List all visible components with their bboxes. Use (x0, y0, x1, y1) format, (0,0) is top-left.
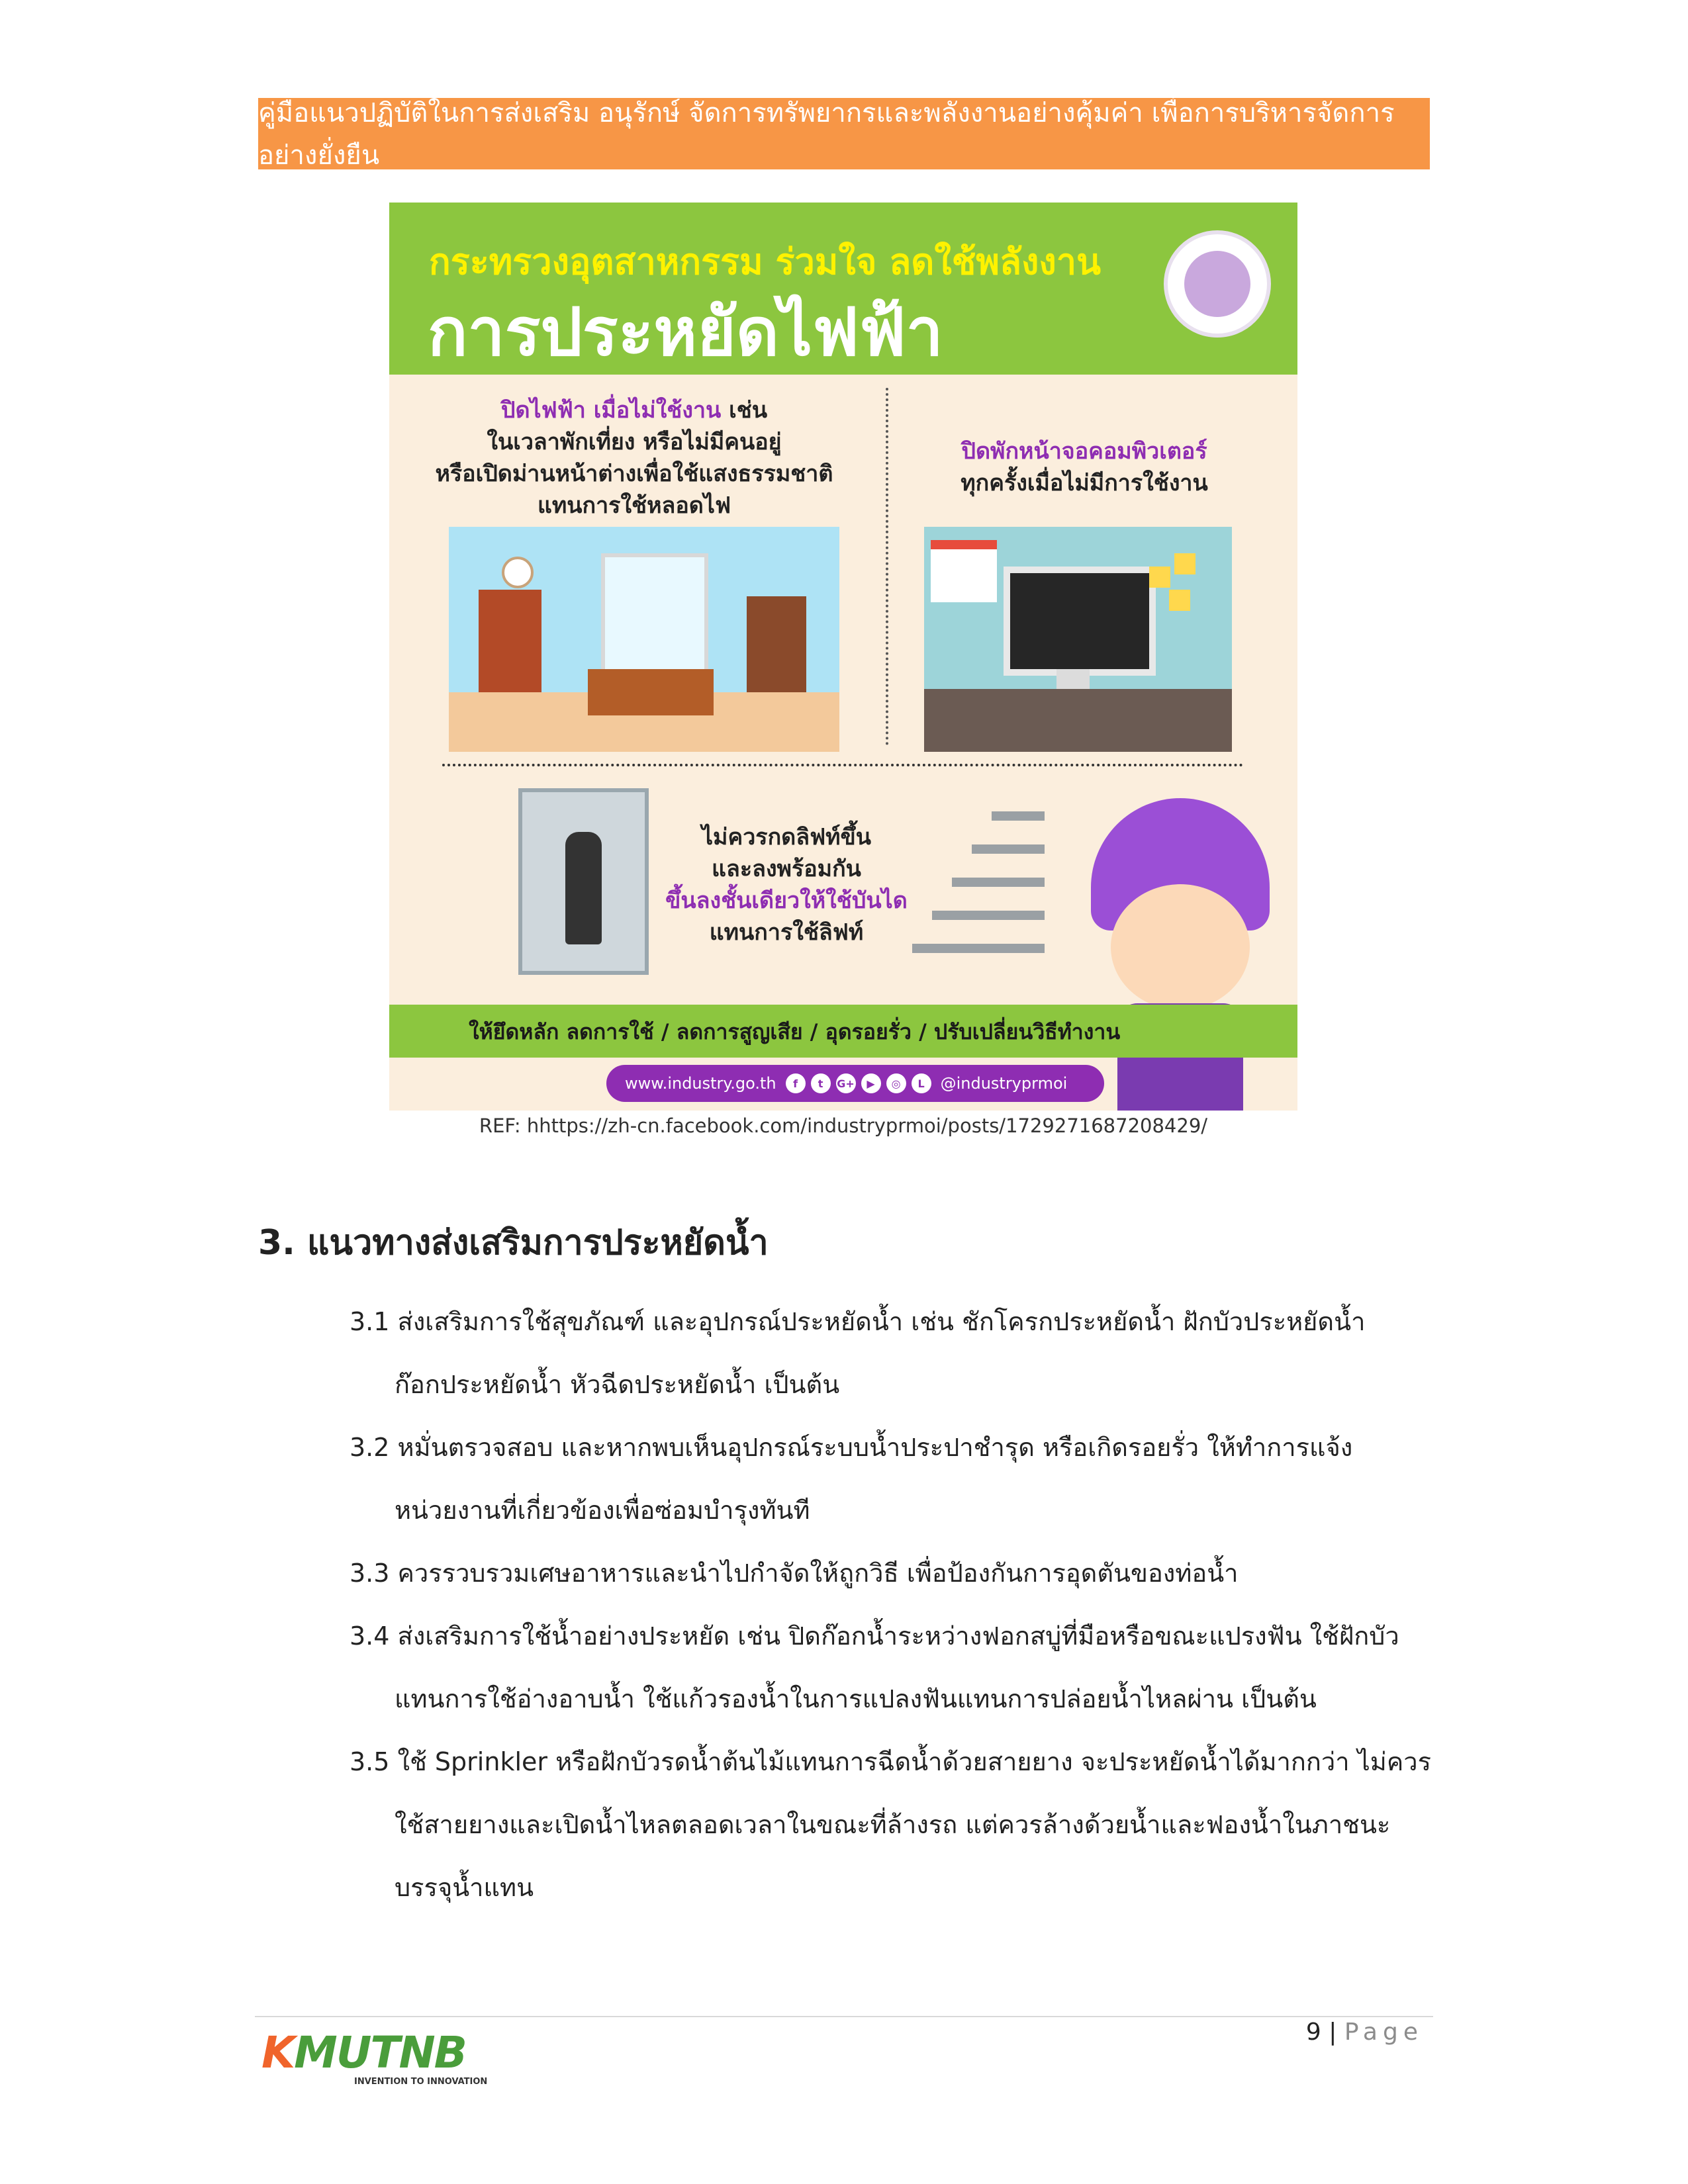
stair-step (912, 944, 1045, 953)
tip2-highlight: ปิดพักหน้าจอคอมพิวเตอร์ (961, 438, 1207, 465)
ministry-logo (1164, 230, 1271, 338)
divider-horizontal (442, 764, 1243, 766)
page-label: Page (1344, 2019, 1423, 2046)
tip1-line1-rest: เช่น (721, 397, 768, 424)
poster-website: www.industry.go.th (625, 1074, 776, 1093)
clock-icon (502, 557, 534, 588)
tip3-line4: แทนการใช้ลิฟท์ (709, 919, 864, 946)
tip-turn-off-lights (416, 394, 853, 522)
list-item (350, 1731, 1430, 1919)
stair-step (932, 911, 1045, 920)
tip-use-stairs (647, 821, 925, 948)
divider-vertical (886, 388, 888, 745)
list-item-line: แทนการใช้อ่างอาบน้ำ ใช้แก้วรองน้ำในการแปลงฟันแทนการปล่อยน้ำไหลผ่าน เป็นต้น (395, 1684, 1317, 1713)
logo-k: K (261, 2027, 295, 2078)
businessman-icon (565, 832, 602, 944)
desk-shape (588, 669, 714, 715)
google-plus-icon: G+ (836, 1073, 856, 1093)
poster-title: การประหยัดไฟฟ้า (428, 293, 943, 371)
tip1-line4: แทนการใช้หลอดไฟ (537, 492, 731, 519)
page-number-value: 9 (1305, 2019, 1321, 2046)
footer-divider (255, 2016, 1433, 2017)
tip3-line1: ไม่ควรกดลิฟท์ขึ้น (701, 824, 872, 850)
logo-tagline: INVENTION TO INNOVATION (354, 2077, 488, 2087)
logo-rest: MUTNB (294, 2027, 466, 2078)
poster-subtitle: กระทรวงอุตสาหกรรม ร่วมใจ ลดใช้พลังงาน (429, 241, 1102, 283)
mascot-face-icon (1111, 884, 1250, 1010)
list-item-line: 3.3 ควรรวบรวมเศษอาหารและนำไปกำจัดให้ถูกวิธี เพื่อป้องกันการอุดตันของท่อน้ำ (350, 1559, 1239, 1588)
tip-monitor-sleep (906, 435, 1263, 499)
list-item (350, 1291, 1430, 1416)
kmutnb-logo (261, 2029, 500, 2095)
line-icon: L (912, 1073, 931, 1093)
list-item-line: ก๊อกประหยัดน้ำ หัวฉีดประหยัดน้ำ เป็นต้น (395, 1370, 840, 1399)
twitter-icon: t (811, 1073, 831, 1093)
elevator-illustration (518, 788, 649, 975)
monitor-stand-shape (1056, 669, 1090, 689)
poster-principles: ให้ยึดหลัก ลดการใช้ / ลดการสูญเสีย / อุดรอยรั่ว / ปรับเปลี่ยนวิธีทำงาน (469, 1019, 1121, 1044)
energy-saving-poster (389, 203, 1297, 1111)
list-item-line: หน่วยงานที่เกี่ยวข้องเพื่อซ่อมบำรุงทันที (395, 1496, 810, 1525)
list-item (350, 1416, 1430, 1542)
facebook-icon: f (786, 1073, 806, 1093)
youtube-icon: ▶ (861, 1073, 881, 1093)
calendar-icon (931, 540, 997, 602)
running-header (258, 98, 1430, 169)
list-item-line: บรรจุน้ำแทน (395, 1873, 534, 1902)
page-number-separator: | (1329, 2019, 1337, 2046)
door-shape (479, 590, 541, 702)
sticky-note-icon (1174, 553, 1196, 574)
social-icons (786, 1073, 931, 1093)
stair-step (972, 844, 1045, 854)
office-illustration (449, 527, 839, 752)
tip1-line2: ในเวลาพักเที่ยง หรือไม่มีคนอยู่ (487, 429, 782, 455)
list-item-line: 3.1 ส่งเสริมการใช้สุขภัณฑ์ และอุปกรณ์ประหยัดน้ำ เช่น ชักโครกประหยัดน้ำ ฝักบัวประหยัดน้ำ (350, 1307, 1366, 1336)
ministry-emblem-icon (1184, 251, 1250, 317)
list-item (350, 1605, 1430, 1731)
sticky-note-icon (1149, 567, 1170, 588)
poster-contact-bar (606, 1065, 1104, 1102)
tip3-line2: และลงพร้อมกัน (712, 856, 861, 882)
monitor-icon (1004, 567, 1156, 676)
window-shape (601, 553, 708, 687)
logo-wordmark (261, 2029, 500, 2077)
tip1-highlight: ปิดไฟฟ้า เมื่อไม่ใช้งาน (500, 397, 722, 424)
running-header-text: คู่มือแนวปฏิบัติในการส่งเสริม อนุรักษ์ จัดการทรัพยากรและพลังงานอย่างคุ้มค่า เพื่อการบริหารจัดการอย่างยั่งยืน (258, 98, 1395, 171)
tip3-highlight: ขึ้นลงชั้นเดียวให้ใช้บันได (665, 887, 908, 914)
tip1-line3: หรือเปิดม่านหน้าต่างเพื่อใช้แสงธรรมชาติ (435, 461, 833, 487)
stairs-illustration (912, 778, 1045, 970)
list-item-line: 3.4 ส่งเสริมการใช้น้ำอย่างประหยัด เช่น ปิดก๊อกน้ำระหว่างฟอกสบู่ที่มือหรือขณะแปรงฟัน ใช้ฝักบัว (350, 1621, 1399, 1651)
image-reference: REF: hhttps://zh-cn.facebook.com/industryprmoi/posts/1729271687208429/ (479, 1115, 1208, 1137)
instagram-icon: ◎ (886, 1073, 906, 1093)
page-number (1258, 2019, 1423, 2046)
list-item-line: 3.2 หมั่นตรวจสอบ และหากพบเห็นอุปกรณ์ระบบน้ำประปาชำรุด หรือเกิดรอยรั่ว ให้ทำการแจ้ง (350, 1433, 1353, 1462)
poster-handle: @industryprmoi (940, 1074, 1068, 1093)
sticky-note-icon (1169, 590, 1190, 611)
list-item-line: ใช้สายยางและเปิดน้ำไหลตลอดเวลาในขณะที่ล้างรถ แต่ควรล้างด้วยน้ำและฟองน้ำในภาชนะ (395, 1810, 1391, 1839)
list-item-line: 3.5 ใช้ Sprinkler หรือฝักบัวรดน้ำต้นไม้แทนการฉีดน้ำด้วยสายยาง จะประหยัดน้ำได้มากกว่า ไม่ควร (350, 1747, 1431, 1776)
list-item (350, 1542, 1430, 1605)
stair-step (952, 878, 1045, 887)
section-heading: 3. แนวทางส่งเสริมการประหยัดน้ำ (258, 1223, 769, 1263)
stair-step (992, 811, 1045, 821)
computer-illustration (924, 527, 1232, 752)
desk-shape (924, 689, 1232, 752)
tip2-line2: ทุกครั้งเมื่อไม่มีการใช้งาน (961, 470, 1208, 496)
